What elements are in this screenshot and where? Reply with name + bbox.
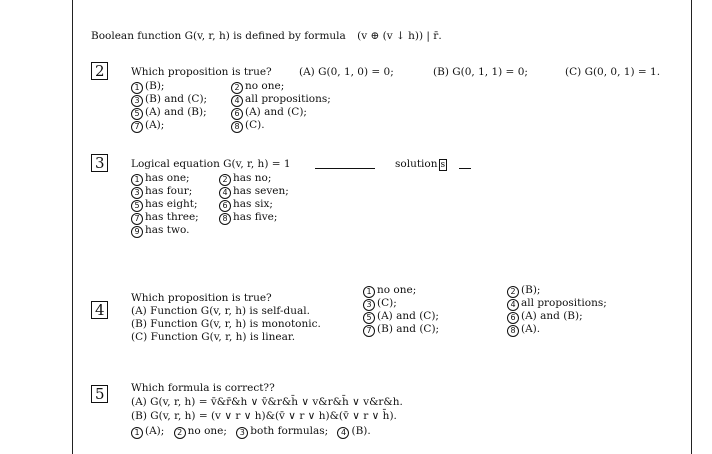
question-number-5: 5 [91,385,108,403]
q2-question: Which proposition is true? [131,66,272,78]
q3-answer-2[interactable] [219,172,271,186]
q4-answer-7[interactable] [363,323,439,337]
answer-text: no one; [377,284,417,296]
q5-formula-b: (B) G(v, r, h) = (v ∨ r ∨ h)&(v̄ ∨ r ∨ h)&(v̄ ∨ r ∨ h̄). [131,410,397,422]
q4-answer-2[interactable] [507,284,540,298]
q4-prop-c: (C) Function G(v, r, h) is linear. [131,331,296,343]
q3-answer-9[interactable] [131,224,189,238]
q2-option-b: (B) G(0, 1, 1) = 0; [433,66,528,78]
q3-question: Logical equation G(v, r, h) = 1 [131,158,291,170]
circle-number: 4 [507,299,519,311]
q3-answer-1[interactable] [131,172,190,186]
answer-text: (B); [145,80,165,92]
q2-answer-3[interactable] [131,93,207,107]
answer-text: no one; [187,425,227,437]
circle-number: 6 [231,108,243,120]
circle-number: 3 [236,427,248,439]
circle-number: 1 [131,174,143,186]
q2-answer-4[interactable] [231,93,331,107]
header-text: Boolean function G(v, r, h) is defined by formula [91,30,346,42]
circle-number: 3 [131,187,143,199]
circle-number: 2 [507,286,519,298]
question-number-2: 2 [91,62,108,80]
answer-text: has seven; [233,185,289,197]
circle-number: 8 [231,121,243,133]
circle-number: 7 [363,325,375,337]
answer-text: all propositions; [245,93,331,105]
q4-answer-1[interactable] [363,284,416,298]
circle-number: 5 [131,200,143,212]
q5-answer-4[interactable] [337,425,370,437]
circle-number: 4 [231,95,243,107]
q4-answer-3[interactable] [363,297,397,311]
answer-text: (A). [521,323,541,335]
circle-number: 2 [219,174,231,186]
circle-number: 6 [219,200,231,212]
q3-answer-4[interactable] [219,185,289,199]
circle-number: 6 [507,312,519,324]
answer-text: (A) and (C); [245,106,307,118]
q5-answer-3[interactable] [236,425,328,437]
q3-answer-6[interactable] [219,198,273,212]
circle-number: 1 [363,286,375,298]
q5-question: Which formula is correct?? [131,382,275,394]
answer-text: (B). [351,425,371,437]
answer-text: has four; [145,185,193,197]
answer-text: (A); [145,119,165,131]
answer-text: no one; [245,80,285,92]
answer-text: (A) and (C); [377,310,439,322]
q4-prop-b: (B) Function G(v, r, h) is monotonic. [131,318,321,330]
q2-answer-1[interactable] [131,80,164,94]
header-line [91,30,442,43]
q3-answer-5[interactable] [131,198,198,212]
answer-text: has one; [145,172,190,184]
answer-text: (C). [245,119,265,131]
q3-answer-8[interactable] [219,211,277,225]
q2-answer-5[interactable] [131,106,207,120]
q3-answer-7[interactable] [131,211,199,225]
answer-text: (B); [521,284,541,296]
circle-number: 8 [219,213,231,225]
circle-number: 8 [507,325,519,337]
question-number-4: 4 [91,301,108,319]
circle-number: 5 [363,312,375,324]
q5-answers-row [131,425,371,439]
answer-text: (A) and (B); [521,310,583,322]
answer-text: (B) and (C); [377,323,440,335]
q3-solution[interactable] [395,158,447,171]
circle-number: 1 [131,427,143,439]
answer-text: (B) and (C); [145,93,208,105]
answer-text: (A); [145,425,165,437]
q4-answer-6[interactable] [507,310,583,324]
worksheet-page [72,0,692,454]
q4-answer-5[interactable] [363,310,439,324]
q4-answer-8[interactable] [507,323,540,337]
answer-text: (C); [377,297,397,309]
circle-number: 5 [131,108,143,120]
answer-text: has six; [233,198,273,210]
circle-number: 2 [174,427,186,439]
q4-question: Which proposition is true? [131,292,272,304]
circle-number: 1 [131,82,143,94]
q5-answer-2[interactable] [174,425,227,437]
q4-prop-a: (A) Function G(v, r, h) is self-dual. [131,305,310,317]
answer-text: has no; [233,172,272,184]
q4-answer-4[interactable] [507,297,607,311]
solution-label: solution [395,158,438,170]
q3-answer-3[interactable] [131,185,192,199]
circle-number: 9 [131,226,143,238]
circle-number: 3 [363,299,375,311]
circle-number: 4 [219,187,231,199]
solution-box: s [440,160,446,170]
answer-text: both formulas; [250,425,329,437]
solution-tail-line [459,168,471,169]
circle-number: 3 [131,95,143,107]
circle-number: 2 [231,82,243,94]
answer-text: has five; [233,211,278,223]
q2-answer-7[interactable] [131,119,164,133]
q2-option-c: (C) G(0, 0, 1) = 1. [565,66,661,78]
circle-number: 7 [131,121,143,133]
answer-blank-line [315,168,375,169]
q2-option-a: (A) G(0, 1, 0) = 0; [299,66,394,78]
q2-answer-8[interactable] [231,119,265,133]
q2-answer-6[interactable] [231,106,307,120]
q2-answer-2[interactable] [231,80,284,94]
question-number-3: 3 [91,154,108,172]
answer-text: has eight; [145,198,198,210]
answer-text: all propositions; [521,297,607,309]
circle-number: 7 [131,213,143,225]
answer-text: has two. [145,224,190,236]
q5-answer-1[interactable] [131,425,164,437]
answer-text: has three; [145,211,199,223]
header-formula: (v ⊕ (v ↓ h)) | r̄. [357,30,442,42]
circle-number: 4 [337,427,349,439]
q5-formula-a: (A) G(v, r, h) = v̄&r̄&h ∨ v̄&r&h̄ ∨ v&r&h̄ ∨ v&r&h. [131,396,403,408]
answer-text: (A) and (B); [145,106,207,118]
